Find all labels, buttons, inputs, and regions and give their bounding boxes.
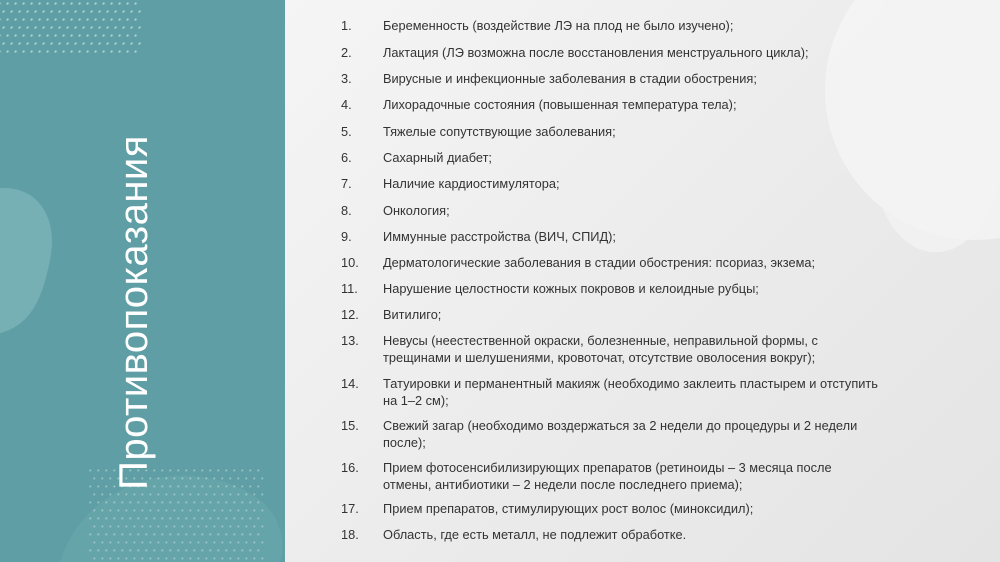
list-item-text: Наличие кардиостимулятора; bbox=[383, 176, 560, 191]
list-item-number: 12. bbox=[341, 307, 359, 322]
list-item-text: Тяжелые сопутствующие заболевания; bbox=[383, 124, 616, 139]
list-item-text: Невусы (неестественной окраски, болезненные, неправильной формы, с трещинами и шелушениями, кровоточат, отсутствие оволосения вокруг); bbox=[383, 333, 818, 365]
list-item-text: Вирусные и инфекционные заболевания в стадии обострения; bbox=[383, 71, 757, 86]
list-item-number: 6. bbox=[341, 150, 352, 165]
list-item-text: Прием препаратов, стимулирующих рост волос (миноксидил); bbox=[383, 501, 754, 516]
list-item-number: 4. bbox=[341, 97, 352, 112]
list-item-number: 11. bbox=[341, 281, 358, 296]
list-item-text: Витилиго; bbox=[383, 307, 442, 322]
list-item-text: Татуировки и перманентный макияж (необходимо заклеить пластырем и отступить на 1–2 см); bbox=[383, 376, 878, 408]
list-item-number: 9. bbox=[341, 229, 352, 244]
list-item-number: 5. bbox=[341, 124, 352, 139]
list-item-text: Свежий загар (необходимо воздержаться за 2 недели до процедуры и 2 недели после); bbox=[383, 418, 858, 450]
list-item-text: Сахарный диабет; bbox=[383, 150, 492, 165]
list-item-number: 17. bbox=[341, 501, 359, 516]
list-item-text: Лактация (ЛЭ возможна после восстановления менструального цикла); bbox=[383, 45, 809, 60]
list-item-number: 13. bbox=[341, 333, 359, 348]
list-item-text: Иммунные расстройства (ВИЧ, СПИД); bbox=[383, 229, 616, 244]
list-item-text: Область, где есть металл, не подлежит обработке. bbox=[383, 527, 687, 542]
list-item-number: 16. bbox=[341, 460, 359, 475]
list-item-text: Лихорадочные состояния (повышенная температура тела); bbox=[383, 97, 737, 112]
title-wrap bbox=[104, 115, 164, 510]
list-item-text: Нарушение целостности кожных покровов и келоидные рубцы; bbox=[383, 281, 759, 296]
list-item-number: 15. bbox=[341, 418, 359, 433]
list-item-number: 7. bbox=[341, 176, 352, 191]
title-panel bbox=[0, 0, 285, 562]
list-item-number: 1. bbox=[341, 18, 352, 33]
list-item-number: 18. bbox=[341, 527, 359, 542]
list-item-number: 3. bbox=[341, 71, 352, 86]
list-item-number: 2. bbox=[341, 45, 352, 60]
list-item-text: Прием фотосенсибилизирующих препаратов (ретиноиды – 3 месяца после отмены, антибиотики – 2 недели после последнего приема); bbox=[383, 460, 832, 492]
contraindications-list bbox=[285, 0, 1000, 562]
slide-title: Противопоказания bbox=[112, 135, 156, 490]
list-item-text: Беременность (воздействие ЛЭ на плод не было изучено); bbox=[383, 18, 734, 33]
list-item-text: Дерматологические заболевания в стадии обострения: псориаз, экзема; bbox=[383, 255, 816, 270]
list-item-text: Онкология; bbox=[383, 203, 450, 218]
list-item-number: 8. bbox=[341, 203, 352, 218]
content-panel bbox=[285, 0, 1000, 562]
list-item-number: 14. bbox=[341, 376, 359, 391]
list-item-number: 10. bbox=[341, 255, 359, 270]
